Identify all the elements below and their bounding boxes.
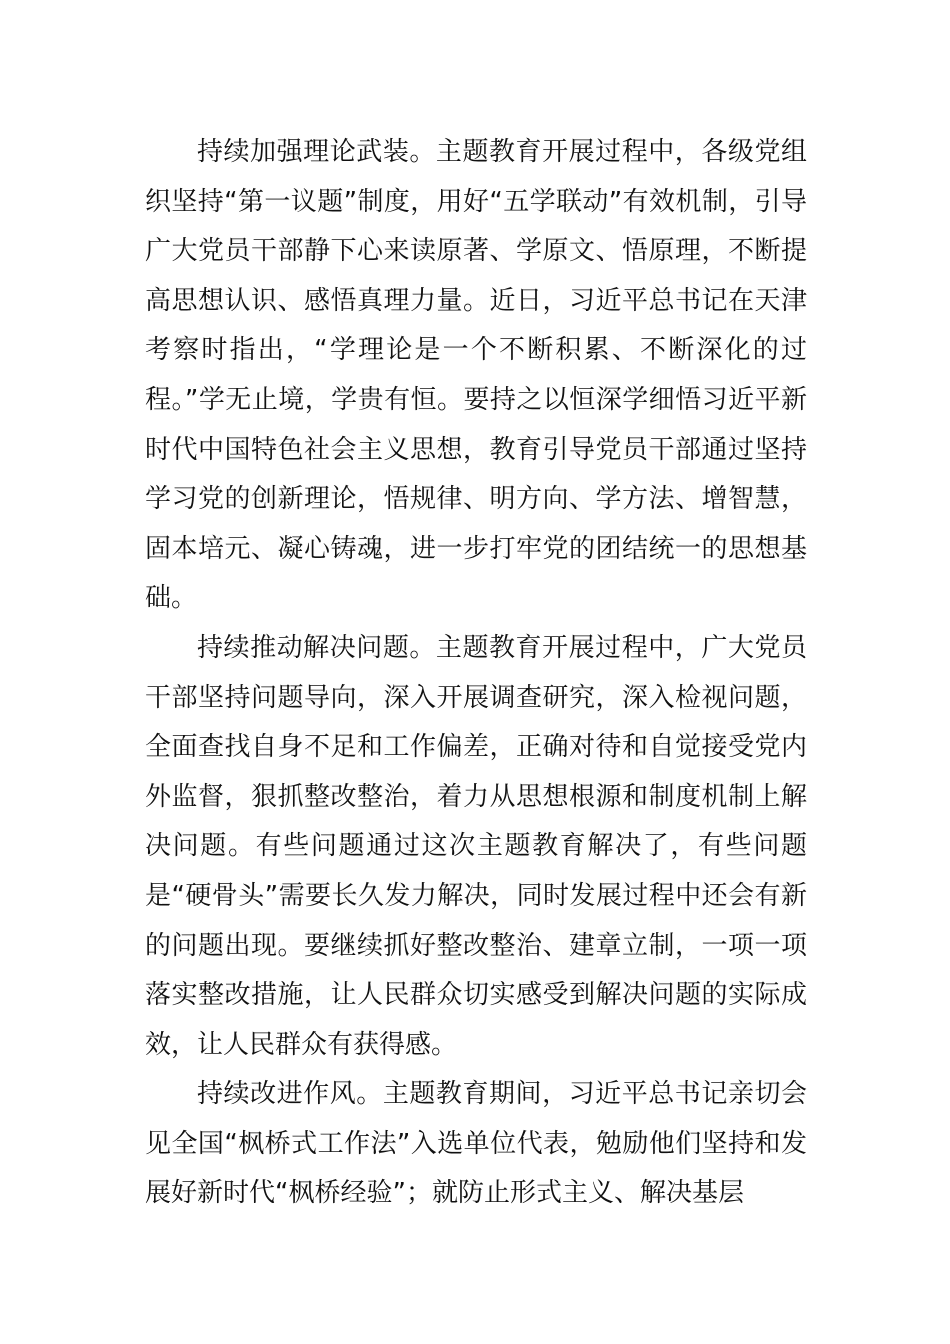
paragraph-work-style: 持续改进作风。主题教育期间，习近平总书记亲切会见全国“枫桥式工作法”入选单位代表，勉励他们坚持和发展好新时代“枫桥经验”；就防止形式主义、解决基层 <box>145 1079 807 1209</box>
paragraph-problem-solving: 持续推动解决问题。主题教育开展过程中，广大党员干部坚持问题导向，深入开展调查研究，深入检视问题，全面查找自身不足和工作偏差，正确对待和自觉接受党内外监督，狠抓整改整治，着力从思想根源和制度机制上解决问题。有些问题通过这次主题教育解决了，有些问题是“硬骨头”需要长久发力解决，同时发展过程中还会有新的问题出现。要继续抓好整改整治、建章立制，一项一项落实整改措施，让人民群众切实感受到解决问题的实际成效，让人民群众有获得感。 <box>145 632 807 1060</box>
document-body <box>145 128 807 1219</box>
paragraph-theory-armament: 持续加强理论武装。主题教育开展过程中，各级党组织坚持“第一议题”制度，用好“五学联动”有效机制，引导广大党员干部静下心来读原著、学原文、悟原理，不断提高思想认识、感悟真理力量。近日，习近平总书记在天津考察时指出，“学理论是一个不断积累、不断深化的过程。”学无止境，学贵有恒。要持之以恒深学细悟习近平新时代中国特色社会主义思想，教育引导党员干部通过坚持学习党的创新理论，悟规律、明方向、学方法、增智慧，固本培元、凝心铸魂，进一步打牢党的团结统一的思想基础。 <box>145 137 807 614</box>
